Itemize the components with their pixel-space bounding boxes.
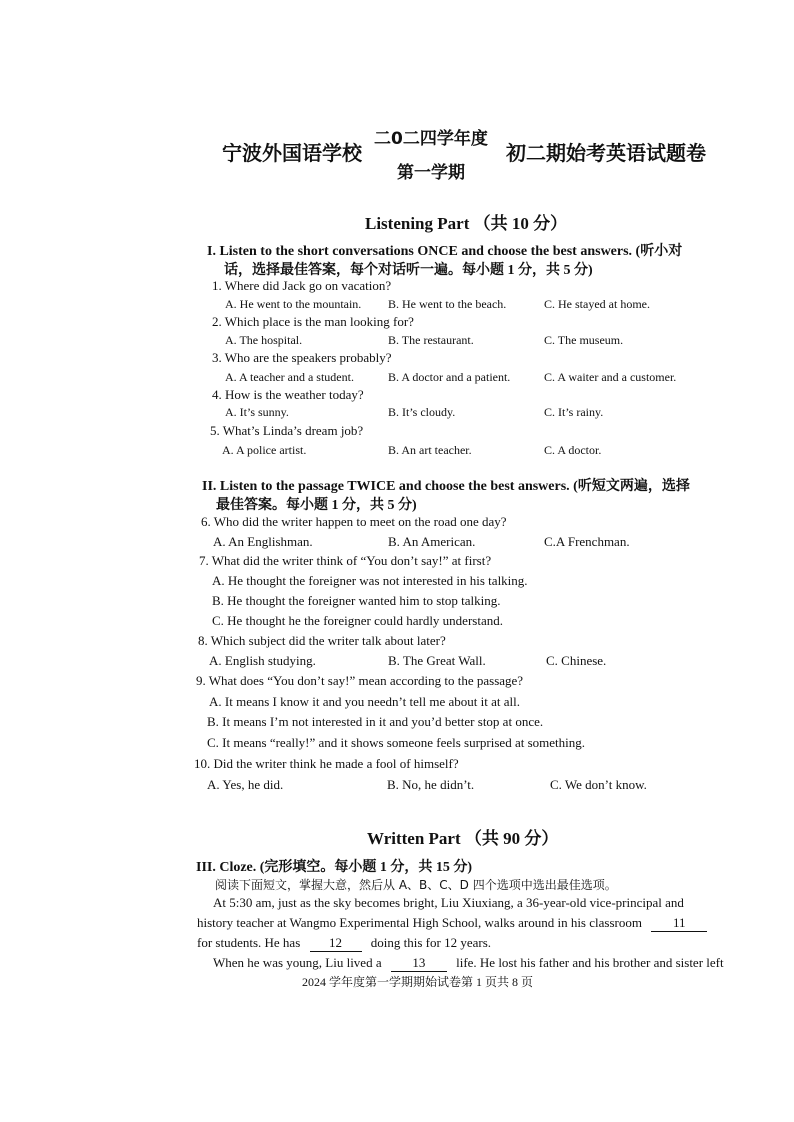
q3-option-b: B. A doctor and a patient.	[388, 370, 511, 384]
q6-option-c: C.A Frenchman.	[544, 534, 630, 549]
question-9: 9. What does “You don’t say!” mean according to the passage?	[196, 673, 524, 688]
cloze-line-1: At 5:30 am, just as the sky becomes bright, Liu Xiuxiang, a 36-year-old vice-principal and	[213, 895, 684, 910]
q1-option-a: A. He went to the mountain.	[225, 297, 362, 311]
section2-instruction-line2: 最佳答案。每小题 1 分，共 5 分)	[216, 498, 417, 513]
q1-option-b: B. He went to the beach.	[388, 297, 507, 311]
q8-option-a: A. English studying.	[209, 653, 316, 668]
q2-option-a: A. The hospital.	[225, 333, 303, 347]
question-5: 5. What’s Linda’s dream job?	[210, 423, 364, 438]
q6-option-b: B. An American.	[388, 534, 476, 549]
written-part-title: Written Part （共 90 分）	[367, 829, 559, 848]
school-name: 宁波外国语学校	[222, 141, 362, 165]
question-7: 7. What did the writer think of “You don’t say!” at first?	[199, 553, 492, 568]
cloze-line-2-text: history teacher at Wangmo Experimental High School, walks around in his classroom	[197, 915, 642, 930]
cloze-line-3	[197, 935, 491, 952]
q5-option-b: B. An art teacher.	[388, 443, 472, 457]
question-2: 2. Which place is the man looking for?	[212, 314, 414, 329]
q9-option-a: A. It means I know it and you needn’t tell me about it at all.	[209, 694, 520, 709]
q10-option-b: B. No, he didn’t.	[387, 777, 475, 792]
section3-heading: III. Cloze. (完形填空。每小题 1 分，共 15 分)	[196, 860, 473, 875]
q2-option-c: C. The museum.	[544, 333, 624, 347]
cloze-line-2	[197, 915, 707, 932]
section1-instruction-line1: I. Listen to the short conversations ONCE and choose the best answers. (听小对	[207, 244, 683, 259]
page-footer: 2024 学年度第一学期期始试卷第 1 页共 8 页	[302, 975, 534, 989]
cloze-line-3a: for students. He has	[197, 935, 301, 950]
q4-option-a: A. It’s sunny.	[225, 405, 289, 419]
q5-option-a: A. A police artist.	[222, 443, 307, 457]
question-1: 1. Where did Jack go on vacation?	[212, 278, 392, 293]
q8-option-b: B. The Great Wall.	[388, 653, 486, 668]
q7-option-b: B. He thought the foreigner wanted him to stop talking.	[212, 593, 501, 608]
q8-option-c: C. Chinese.	[546, 653, 607, 668]
section2-instruction-line1: II. Listen to the passage TWICE and choose the best answers. (听短文两遍，选择	[202, 479, 690, 494]
cloze-blank-11: 11	[651, 915, 707, 932]
cloze-line-4b: life. He lost his father and his brother and sister left	[456, 955, 724, 970]
q9-option-b: B. It means I’m not interested in it and you’d better stop at once.	[207, 714, 544, 729]
q10-option-a: A. Yes, he did.	[207, 777, 284, 792]
q7-option-a: A. He thought the foreigner was not interested in his talking.	[212, 573, 528, 588]
cloze-blank-13: 13	[391, 955, 447, 972]
school-year: 二0二四学年度	[374, 129, 488, 149]
q6-option-a: A. An Englishman.	[213, 534, 313, 549]
cloze-line-4	[213, 955, 724, 972]
question-10: 10. Did the writer think he made a fool of himself?	[194, 756, 459, 771]
question-4: 4. How is the weather today?	[212, 387, 364, 402]
q3-option-a: A. A teacher and a student.	[225, 370, 354, 384]
question-8: 8. Which subject did the writer talk about later?	[198, 633, 446, 648]
q7-option-c: C. He thought he the foreigner could hardly understand.	[212, 613, 503, 628]
term: 第一学期	[397, 163, 465, 183]
section1-instruction-line2: 话，选择最佳答案，每个对话听一遍。每小题 1 分，共 5 分)	[224, 263, 593, 278]
exam-title: 初二期始考英语试题卷	[506, 141, 706, 165]
q3-option-c: C. A waiter and a customer.	[544, 370, 677, 384]
q4-option-c: C. It’s rainy.	[544, 405, 604, 419]
q1-option-c: C. He stayed at home.	[544, 297, 650, 311]
question-3: 3. Who are the speakers probably?	[212, 350, 392, 365]
listening-part-title: Listening Part （共 10 分）	[365, 214, 568, 233]
cloze-blank-12: 12	[310, 935, 362, 952]
q9-option-c: C. It means “really!” and it shows someone feels surprised at something.	[207, 735, 585, 750]
q5-option-c: C. A doctor.	[544, 443, 602, 457]
cloze-line-4a: When he was young, Liu lived a	[213, 955, 382, 970]
cloze-line-3b: doing this for 12 years.	[370, 935, 491, 950]
q2-option-b: B. The restaurant.	[388, 333, 474, 347]
q10-option-c: C. We don’t know.	[550, 777, 647, 792]
section3-instruction: 阅读下面短文，掌握大意，然后从 A、B、C、D 四个选项中选出最佳选项。	[215, 878, 617, 892]
question-6: 6. Who did the writer happen to meet on the road one day?	[201, 514, 507, 529]
q4-option-b: B. It’s cloudy.	[388, 405, 456, 419]
